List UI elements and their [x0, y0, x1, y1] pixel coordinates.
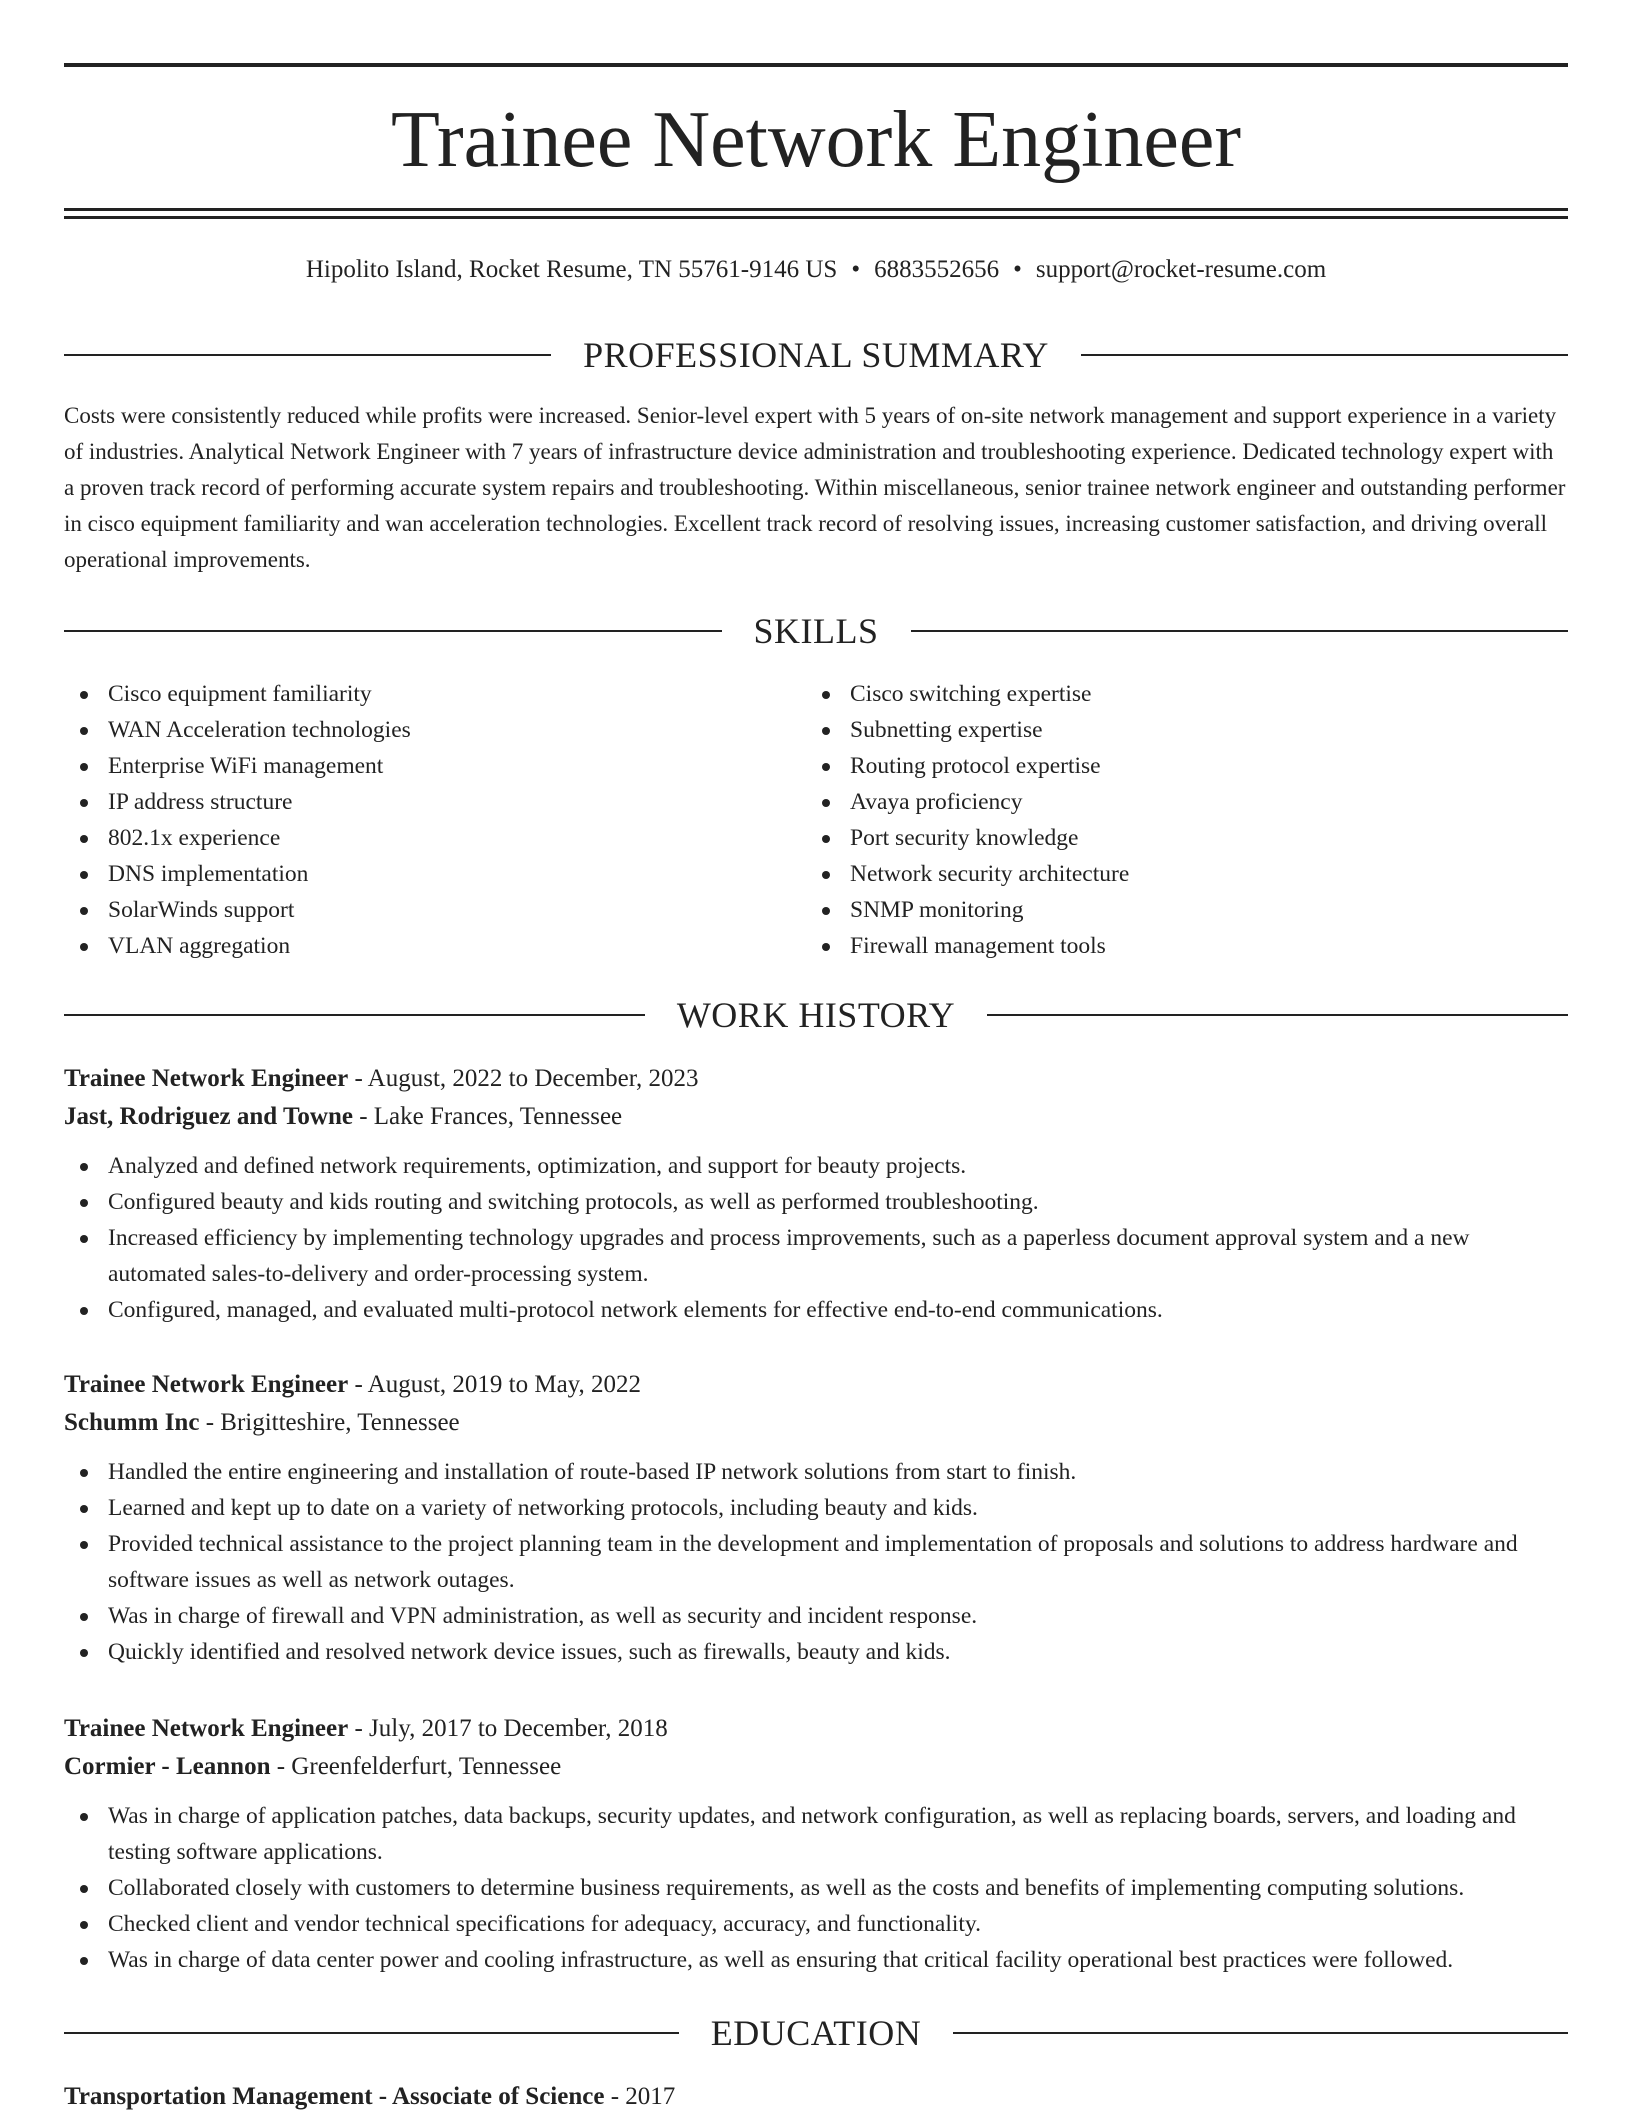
contact-email[interactable]: support@rocket-resume.com	[1035, 256, 1327, 283]
job-bullets	[64, 1148, 1568, 1328]
skill-item: IP address structure	[64, 784, 806, 820]
job-company-line	[64, 1748, 1568, 1786]
skill-item: Subnetting expertise	[806, 712, 1548, 748]
contact-line	[64, 254, 1568, 286]
job-bullet: Quickly identified and resolved network device issues, such as firewalls, beauty and kids.	[64, 1634, 1568, 1670]
job-role: Trainee Network Engineer	[64, 1371, 349, 1398]
contact-separator: •	[851, 256, 861, 283]
job-bullet: Was in charge of firewall and VPN administration, as well as security and incident response.	[64, 1598, 1568, 1634]
section-heading-summary	[64, 333, 1568, 377]
section-title: EDUCATION	[710, 2013, 922, 2053]
section-heading-skills	[64, 609, 1568, 653]
skill-item: SNMP monitoring	[806, 892, 1548, 928]
heading-rule	[911, 630, 1569, 632]
skills-column-right	[806, 676, 1548, 964]
contact-address: Hipolito Island, Rocket Resume, TN 55761-9146 US	[305, 256, 838, 283]
title-rule-lower	[64, 216, 1568, 219]
heading-rule	[987, 1014, 1568, 1016]
job-bullet: Learned and kept up to date on a variety of networking protocols, including beauty and kids.	[64, 1490, 1568, 1526]
job-company-line	[64, 1098, 1568, 1136]
section-title: SKILLS	[753, 611, 879, 651]
job-bullet: Analyzed and defined network requirements, optimization, and support for beauty projects.	[64, 1148, 1568, 1184]
job-dates: - August, 2022 to December, 2023	[348, 1065, 699, 1092]
job-bullet: Was in charge of data center power and cooling infrastructure, as well as ensuring that critical facility operational best practices were followed.	[64, 1942, 1568, 1978]
job-bullet: Increased efficiency by implementing technology upgrades and process improvements, such as a paperless document approval system and a new automated sales-to-delivery and order-processing system.	[64, 1220, 1568, 1292]
job-company: Cormier - Leannon	[64, 1753, 271, 1780]
job-bullet: Configured, managed, and evaluated multi-protocol network elements for effective end-to-end communications.	[64, 1292, 1568, 1328]
job-bullet: Collaborated closely with customers to determine business requirements, as well as the costs and benefits of implementing computing solutions.	[64, 1870, 1568, 1906]
skill-item: Firewall management tools	[806, 928, 1548, 964]
skill-item: VLAN aggregation	[64, 928, 806, 964]
skill-item: DNS implementation	[64, 856, 806, 892]
contact-separator: •	[1013, 256, 1022, 283]
job-bullets	[64, 1454, 1568, 1670]
heading-rule	[64, 1014, 645, 1016]
job-company: Schumm Inc	[64, 1409, 200, 1436]
job-bullet: Provided technical assistance to the project planning team in the development and implementation of proposals and solutions to address hardware and software issues as well as network outages.	[64, 1526, 1568, 1598]
job-title-line	[64, 1366, 1568, 1404]
top-rule	[64, 63, 1568, 67]
job-company: Jast, Rodriguez and Towne	[64, 1103, 353, 1130]
resume-title: Trainee Network Engineer	[390, 96, 1242, 184]
education-year: - 2017	[604, 2083, 676, 2110]
job-bullets	[64, 1798, 1568, 1978]
skill-item: Routing protocol expertise	[806, 748, 1548, 784]
skill-item: WAN Acceleration technologies	[64, 712, 806, 748]
job-entry	[64, 1710, 1568, 1978]
skills-column-left	[64, 676, 806, 964]
job-bullet: Handled the entire engineering and installation of route-based IP network solutions from start to finish.	[64, 1454, 1568, 1490]
section-heading-work-history	[64, 993, 1568, 1037]
section-title: WORK HISTORY	[676, 995, 956, 1035]
title-rule-upper	[64, 208, 1568, 211]
heading-rule	[1081, 354, 1568, 356]
skill-item: Avaya proficiency	[806, 784, 1548, 820]
heading-rule	[64, 630, 722, 632]
job-role: Trainee Network Engineer	[64, 1715, 349, 1742]
contact-phone: 6883552656	[874, 256, 1000, 283]
job-bullet: Checked client and vendor technical specifications for adequacy, accuracy, and functionality.	[64, 1906, 1568, 1942]
job-title-line	[64, 1060, 1568, 1098]
skill-item: Cisco equipment familiarity	[64, 676, 806, 712]
skill-item: Port security knowledge	[806, 820, 1548, 856]
job-bullet: Configured beauty and kids routing and switching protocols, as well as performed troubleshooting.	[64, 1184, 1568, 1220]
job-location: - Lake Frances, Tennessee	[352, 1103, 623, 1130]
skill-item: Cisco switching expertise	[806, 676, 1548, 712]
job-role: Trainee Network Engineer	[64, 1065, 349, 1092]
skills-list	[64, 676, 1568, 964]
job-dates: - July, 2017 to December, 2018	[348, 1715, 668, 1742]
job-entry	[64, 1060, 1568, 1328]
job-dates: - August, 2019 to May, 2022	[348, 1371, 642, 1398]
skill-item: SolarWinds support	[64, 892, 806, 928]
heading-rule	[953, 2032, 1568, 2034]
education-entry	[64, 2078, 1568, 2116]
section-title: PROFESSIONAL SUMMARY	[583, 335, 1049, 375]
job-company-line	[64, 1404, 1568, 1442]
job-bullet: Was in charge of application patches, data backups, security updates, and network configuration, as well as replacing boards, servers, and loading and testing software applications.	[64, 1798, 1568, 1870]
education-degree: Transportation Management - Associate of Science	[64, 2083, 605, 2110]
skill-item: Network security architecture	[806, 856, 1548, 892]
skill-item: 802.1x experience	[64, 820, 806, 856]
job-entry	[64, 1366, 1568, 1670]
heading-rule	[64, 354, 551, 356]
job-title-line	[64, 1710, 1568, 1748]
section-heading-education	[64, 2011, 1568, 2055]
job-location: - Greenfelderfurt, Tennessee	[270, 1753, 562, 1780]
skill-item: Enterprise WiFi management	[64, 748, 806, 784]
job-location: - Brigitteshire, Tennessee	[199, 1409, 460, 1436]
professional-summary: Costs were consistently reduced while profits were increased. Senior-level expert with 5 years of on-site network management and support experience in a variety of industries. Analytical Network Engineer with 7 years of infrastructure device administration and troubleshooting experience. Dedicated technology expert with a proven track record of performing accurate system repairs and troubleshooting. Within miscellaneous, senior trainee network engineer and outstanding performer in cisco equipment familiarity and wan acceleration technologies. Excellent track record of resolving issues, increasing customer satisfaction, and driving overall operational improvements.	[64, 403, 1566, 572]
heading-rule	[64, 2032, 679, 2034]
